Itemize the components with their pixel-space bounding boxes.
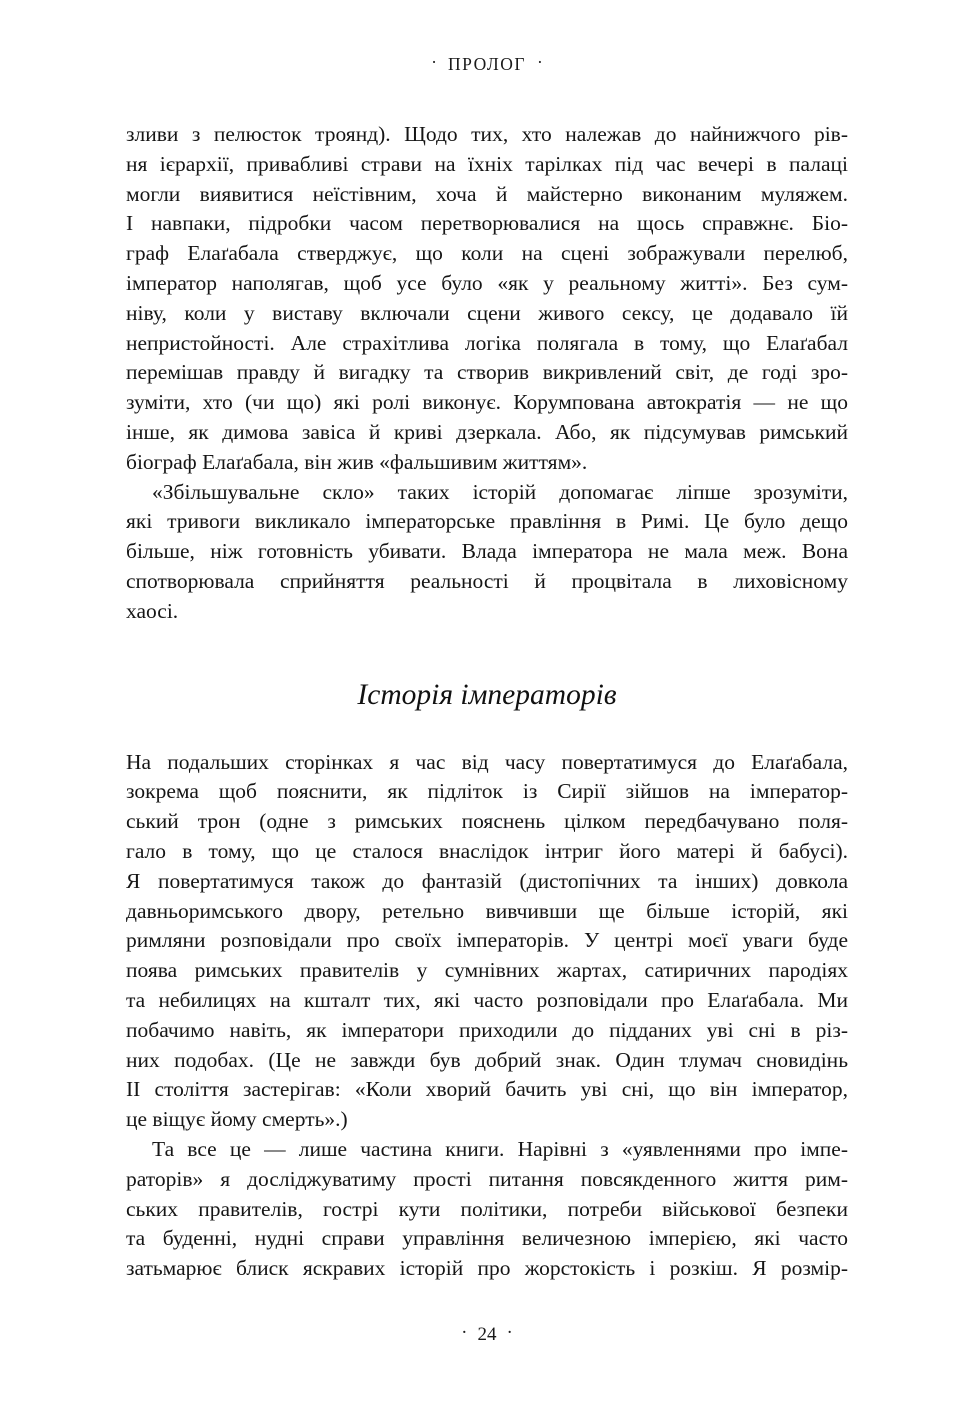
paragraph (126, 748, 848, 1135)
page-number: 24 (477, 1324, 497, 1345)
text-line (126, 448, 848, 478)
text-line (126, 269, 848, 299)
text-line (126, 837, 848, 867)
text-line (126, 299, 848, 329)
text-line-content: побачимо навіть, як імператори приходили до підданих уві сні в різ- (126, 1017, 848, 1042)
text-line-content: непристойності. Але страхітлива логіка полягала в тому, що Елаґабал (126, 330, 848, 355)
page-footer (0, 1324, 974, 1346)
text-line (126, 329, 848, 359)
text-line-content: та буденні, нудні справи управління величезною імперією, які часто (126, 1226, 848, 1251)
text-line-content: біограф Елаґабала, він жив «фальшивим життям». (126, 449, 588, 474)
text-line-content: які тривоги викликало імператорське правління в Римі. Це було дещо (126, 509, 848, 534)
text-line (126, 1016, 848, 1046)
text-line-content: спотворювала сприйняття реальності й процвітала в лиховісному (126, 568, 848, 593)
text-line (126, 150, 848, 180)
text-line-content: це віщує йому смерть».) (126, 1107, 348, 1132)
text-line (126, 748, 848, 778)
text-line-content: затьмарює блиск яскравих історій про жорстокість і розкіш. Я розмір- (126, 1256, 848, 1281)
header-dot-right: · (536, 52, 543, 72)
text-line-content: ніву, коли у виставу включали сцени живого сексу, це додавало їй (126, 300, 848, 325)
text-line-content: імператор наполягав, щоб усе було «як у реальному житті». Без сум- (126, 270, 848, 295)
text-line (126, 777, 848, 807)
footer-dot-right: · (506, 1322, 513, 1343)
text-line (126, 180, 848, 210)
text-line (126, 1075, 848, 1105)
text-line-content: більше, ніж готовність убивати. Влада імператора не мала меж. Вона (126, 539, 848, 564)
text-line-content: гало в тому, що це сталося внаслідок інтриг його матері й бабусі). (126, 838, 848, 863)
text-line-content: «Збільшувальне скло» таких історій допомагає ліпше зрозуміти, (152, 479, 848, 504)
text-line (126, 537, 848, 567)
text-line (126, 1254, 848, 1284)
text-line (126, 120, 848, 150)
text-line (126, 209, 848, 239)
text-body (126, 120, 848, 1284)
text-line (126, 597, 848, 627)
paragraph (126, 1135, 848, 1284)
paragraph (126, 478, 848, 627)
text-line (126, 1165, 848, 1195)
header-dot-left: · (431, 52, 437, 72)
text-line (126, 239, 848, 269)
text-line-content: ня ієрархії, привабливі страви на їхніх тарілках під час вечері в палаці (126, 151, 848, 176)
text-line-content: зливи з пелюсток троянд). Щодо тих, хто належав до найнижчого рів- (126, 122, 848, 146)
text-line (126, 807, 848, 837)
text-line (126, 1195, 848, 1225)
text-line (126, 1105, 848, 1135)
text-line-content: перемішав правду й вигадку та створив викривлений світ, де годі зро- (126, 360, 848, 385)
text-line (126, 1046, 848, 1076)
text-line-content: могли виявитися неїстівним, хоча й майстерно виконаним муляжем. (126, 181, 848, 206)
text-line (126, 567, 848, 597)
text-line (126, 418, 848, 448)
text-line-content: Та все це — лише частина книги. Нарівні з «уявленнями про імпе- (152, 1136, 848, 1161)
text-line (126, 926, 848, 956)
text-line (126, 358, 848, 388)
running-header (0, 54, 974, 75)
text-line-content: зуміти, хто (чи що) які ролі виконує. Корумпована автократія — не що (126, 390, 848, 415)
text-line (126, 1224, 848, 1254)
text-line (126, 388, 848, 418)
text-line-content: хаосі. (126, 598, 179, 623)
text-line-content: І навпаки, підробки часом перетворювалися на щось справжнє. Біо- (126, 211, 848, 236)
text-line-content: та небилицях на кшталт тих, які часто розповідали про Елаґабала. Ми (126, 987, 848, 1012)
text-line-content: ський трон (одне з римських пояснень цілком передбачувано поля- (126, 809, 848, 834)
text-line (126, 478, 848, 508)
paragraph (126, 120, 848, 478)
text-line-content: ських правителів, гострі кути політики, потреби військової безпеки (126, 1196, 848, 1221)
text-line-content: граф Елаґабала стверджує, що коли на сцені зображували перелюб, (126, 241, 848, 266)
text-line (126, 956, 848, 986)
text-line (126, 507, 848, 537)
text-line (126, 897, 848, 927)
text-line (126, 986, 848, 1016)
text-line-content: II століття застерігав: «Коли хворий бачить уві сні, що він імператор, (126, 1077, 848, 1102)
text-line (126, 1135, 848, 1165)
text-line-content: Я повертатимуся також до фантазій (дистопічних та інших) довкола (126, 868, 848, 893)
text-line-content: зокрема щоб пояснити, як підліток із Сирії зійшов на імператор- (126, 779, 848, 804)
footer-dot-left: · (461, 1322, 468, 1343)
text-line-content: поява римських правителів у сумнівних жартах, сатиричних пародіях (126, 958, 848, 983)
running-header-title: ПРОЛОГ (448, 54, 526, 74)
text-line-content: римляни розповідали про своїх імператорів. У центрі моєї уваги буде (126, 928, 848, 953)
text-line-content: раторів» я досліджуватиму прості питання повсякденного життя рим- (126, 1166, 848, 1191)
text-line-content: інше, як димова завіса й криві дзеркала. Або, як підсумував римський (126, 419, 848, 444)
text-line-content: На подальших сторінках я час від часу повертатимуся до Елаґабала, (126, 749, 848, 774)
section-heading: Історія імператорів (357, 678, 617, 711)
text-line (126, 867, 848, 897)
text-line-content: них подобах. (Це не завжди був добрий знак. Один тлумач сновидінь (126, 1047, 848, 1072)
text-line-content: давньоримського двору, ретельно вивчивши ще більше історій, які (126, 898, 848, 923)
